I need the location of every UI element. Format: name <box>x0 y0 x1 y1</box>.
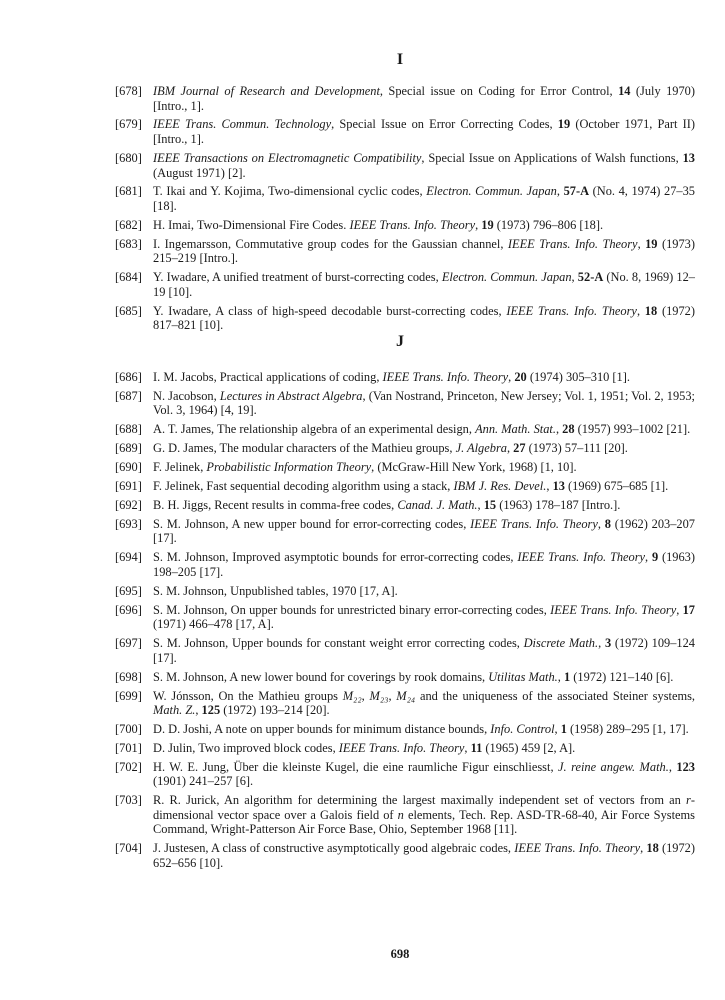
reference-text: N. Jacobson, <box>153 388 220 403</box>
page-number: 698 <box>390 947 410 961</box>
reference-text: 52-A <box>577 270 604 285</box>
reference-text: T. Ikai and Y. Kojima, Two-dimensional cyclic codes, <box>153 184 427 199</box>
reference-text: , <box>668 759 677 774</box>
reference-number: [686] <box>115 370 142 384</box>
reference-entry <box>115 117 695 146</box>
reference-text: J. reine angew. Math. <box>558 759 669 774</box>
reference-text: (1963) 178–187 [Intro.]. <box>496 497 621 512</box>
reference-entry <box>115 584 695 599</box>
reference-text: , <box>598 636 605 651</box>
reference-text: , <box>676 602 683 617</box>
reference-text: H. W. E. Jung, Über die kleinste Kugel, die eine raumliche Figur einschliesst, <box>153 759 559 774</box>
reference-entry <box>115 689 695 718</box>
reference-text: , <box>506 441 514 456</box>
reference-number: [700] <box>115 722 142 737</box>
reference-entry <box>115 550 695 579</box>
reference-text: G. D. James, The modular characters of the Mathieu groups, <box>153 441 456 456</box>
reference-number: [702] <box>115 759 142 774</box>
reference-text: , <box>636 303 645 318</box>
reference-text: IEEE Trans. Info. Theory <box>517 550 646 565</box>
reference-text: (1963) 198–205 [17]. <box>153 550 695 579</box>
reference-text: W. Jónsson, On the Mathieu groups <box>153 688 343 703</box>
reference-number: [687] <box>115 388 142 403</box>
section-heading-i: I <box>396 51 404 68</box>
reference-text: (1971) 466–478 [17, A]. <box>153 617 274 632</box>
reference-text: Probabilistic Information Theory <box>206 460 372 475</box>
reference-text: IEEE Trans. Info. Theory <box>507 236 638 251</box>
reference-entry <box>115 422 695 437</box>
reference-text: 8 <box>604 516 611 531</box>
reference-text: Ann. Math. Stat. <box>475 422 556 437</box>
reference-text: 19 <box>557 117 571 132</box>
reference-text: 14 <box>618 84 631 98</box>
reference-number: [678] <box>115 84 142 98</box>
reference-entry <box>115 389 695 418</box>
reference-number: [703] <box>115 793 142 808</box>
reference-text: Utilitas Math. <box>488 669 558 684</box>
reference-text: r <box>686 793 691 808</box>
reference-number: [698] <box>115 669 142 684</box>
reference-entry <box>115 370 695 385</box>
reference-text: 17 <box>682 602 695 617</box>
reference-text: I. Ingemarsson, Commutative group codes for the Gaussian channel, <box>153 236 508 251</box>
reference-entry <box>115 760 695 789</box>
reference-text: 15 <box>483 497 497 512</box>
reference-text: (1962) 203–207 [17]. <box>153 516 695 546</box>
reference-entry <box>115 84 695 113</box>
reference-text: J. Algebra <box>455 441 507 456</box>
reference-text: S. M. Johnson, On upper bounds for unrestricted binary error-correcting codes, <box>153 602 551 617</box>
reference-number: [683] <box>115 236 142 251</box>
reference-text: (1972) 193–214 [20]. <box>220 703 330 718</box>
reference-text: A. T. James, The relationship algebra of an experimental design, <box>153 422 476 437</box>
reference-text: (1972) 652–656 [10]. <box>153 841 696 870</box>
reference-text: IEEE Trans. Info. Theory <box>470 516 598 531</box>
reference-text: IEEE Trans. Info. Theory <box>349 217 476 232</box>
reference-number: [692] <box>115 497 142 512</box>
reference-text: F. Jelinek, <box>153 460 207 475</box>
reference-text: -dimensional vector space over a Galois field of <box>153 793 695 822</box>
reference-text: , <box>637 236 646 251</box>
reference-text: 13 <box>682 150 695 165</box>
reference-text: S. M. Johnson, A new lower bound for coverings by rook domains, <box>153 669 489 684</box>
reference-entry <box>115 603 695 632</box>
reference-text: (1969) 675–685 [1]. <box>564 479 669 494</box>
reference-number: [685] <box>115 303 142 318</box>
reference-text: (1972) 109–124 [17]. <box>153 636 695 665</box>
reference-text: M₂₂, M₂₃, M₂₄ <box>342 688 416 703</box>
reference-number: [682] <box>115 217 142 232</box>
reference-text: 125 <box>201 703 221 718</box>
reference-text: elements, Tech. Rep. ASD-TR-68-40, Air Force Systems Command, Wright-Patterson Air Force Base, Ohio, September 1968 [11]. <box>153 807 695 837</box>
reference-text: (October 1971, Part II) [Intro., 1]. <box>153 117 696 147</box>
reference-text: IEEE Trans. Info. Theory <box>382 370 509 384</box>
reference-text: (1965) 459 [2, A]. <box>482 740 576 755</box>
reference-text: (1901) 241–257 [6]. <box>153 774 254 789</box>
section-heading-j: J <box>396 333 404 350</box>
reference-entry <box>115 460 695 475</box>
reference-text: 20 <box>514 370 527 384</box>
reference-number: [691] <box>115 479 142 494</box>
reference-text: 123 <box>676 759 695 774</box>
reference-number: [696] <box>115 602 142 617</box>
reference-number: [699] <box>115 688 142 703</box>
reference-text: Electron. Commun. Japan <box>441 270 572 285</box>
reference-entry <box>115 841 695 870</box>
reference-text: 11 <box>470 740 483 755</box>
reference-text: (1974) 305–310 [1]. <box>526 370 630 384</box>
reference-text: Info. Control <box>490 722 555 737</box>
reference-text: I. M. Jacobs, Practical applications of coding, <box>153 370 383 384</box>
reference-text: IBM J. Res. Devel. <box>453 479 547 494</box>
reference-text: 1 <box>560 722 567 737</box>
reference-text: 28 <box>562 422 575 437</box>
reference-text: , (McGraw-Hill New York, 1968) [1, 10]. <box>371 460 577 475</box>
reference-number: [688] <box>115 422 142 437</box>
reference-text: 3 <box>604 636 612 651</box>
reference-text: IBM Journal of Research and Development <box>153 84 380 98</box>
reference-text: F. Jelinek, Fast sequential decoding algorithm using a stack, <box>153 479 454 494</box>
reference-text: , <box>195 703 202 718</box>
reference-text: (1972) 817–821 [10]. <box>153 303 695 333</box>
reference-text: (August 1971) [2]. <box>153 165 246 180</box>
reference-entry <box>115 793 695 837</box>
reference-number: [681] <box>115 184 142 199</box>
reference-text: , (Van Nostrand, Princeton, New Jersey; Vol. 1, 1951; Vol. 2, 1953; Vol. 3, 1964) [4, 19]. <box>153 388 696 418</box>
reference-text: , <box>571 270 578 285</box>
reference-text: Math. Z. <box>153 703 196 718</box>
reference-entry <box>115 479 695 494</box>
reference-text: (1957) 993–1002 [21]. <box>574 422 691 437</box>
reference-entry <box>115 722 695 737</box>
reference-text: 9 <box>651 550 659 565</box>
reference-text: , <box>597 516 605 531</box>
reference-entry <box>115 517 695 546</box>
reference-text: IEEE Trans. Info. Theory <box>338 740 465 755</box>
reference-text: , Special issue on Coding for Error Control, <box>379 84 619 98</box>
reference-text: 57-A <box>563 184 590 199</box>
reference-entry <box>115 304 695 333</box>
reference-text: 19 <box>645 236 658 251</box>
reference-entry <box>115 670 695 685</box>
reference-entry <box>115 184 695 213</box>
reference-number: [689] <box>115 441 142 456</box>
reference-text: (July 1970) [Intro., 1]. <box>153 84 696 113</box>
reference-text: D. Julin, Two improved block codes, <box>153 740 339 755</box>
reference-number: [694] <box>115 550 142 565</box>
reference-entry <box>115 270 695 299</box>
reference-text: , Special Issue on Applications of Walsh functions, <box>421 150 683 165</box>
reference-text: B. H. Jiggs, Recent results in comma-free codes, <box>153 497 398 512</box>
reference-text: , <box>645 550 652 565</box>
reference-number: [684] <box>115 270 142 285</box>
reference-text: 1 <box>563 669 571 684</box>
reference-text: , <box>508 370 515 384</box>
reference-number: [697] <box>115 636 142 651</box>
reference-text: Electron. Commun. Japan <box>426 184 557 199</box>
reference-text: IEEE Trans. Info. Theory <box>514 841 641 856</box>
reference-text: (1973) 215–219 [Intro.]. <box>153 236 695 266</box>
reference-text: IEEE Trans. Info. Theory <box>550 602 677 617</box>
reference-list-j <box>115 370 695 875</box>
reference-text: , <box>557 669 564 684</box>
reference-entry <box>115 151 695 180</box>
reference-text: n <box>397 807 404 822</box>
reference-entry <box>115 636 695 665</box>
reference-text: 27 <box>513 441 526 456</box>
reference-text: , <box>475 217 482 232</box>
reference-text: IEEE Transactions on Electromagnetic Compatibility <box>153 150 422 165</box>
reference-text: , <box>464 740 471 755</box>
reference-text: H. Imai, Two-Dimensional Fire Codes. <box>153 217 350 232</box>
reference-text: J. Justesen, A class of constructive asymptotically good algebraic codes, <box>153 841 515 856</box>
reference-number: [701] <box>115 740 142 755</box>
reference-text: D. D. Joshi, A note on upper bounds for minimum distance bounds, <box>153 722 491 737</box>
reference-text: (1972) 121–140 [6]. <box>570 669 674 684</box>
reference-text: Y. Iwadare, A unified treatment of burst-correcting codes, <box>153 270 442 285</box>
reference-text: , <box>640 841 647 856</box>
reference-text: R. R. Jurick, An algorithm for determining the largest maximally independent set of vectors from an <box>153 793 687 808</box>
reference-text: , <box>477 497 484 512</box>
reference-text: Discrete Math. <box>523 636 599 651</box>
reference-entry <box>115 218 695 233</box>
reference-entry <box>115 741 695 756</box>
reference-text: Lectures in Abstract Algebra <box>219 388 363 403</box>
reference-text: 19 <box>481 217 494 232</box>
reference-text: S. M. Johnson, Unpublished tables, 1970 [17, A]. <box>153 583 398 598</box>
reference-text: , <box>556 184 564 199</box>
reference-text: 13 <box>552 479 565 494</box>
reference-text: (1973) 57–111 [20]. <box>525 441 628 456</box>
reference-entry <box>115 441 695 456</box>
reference-text: IEEE Trans. Commun. Technology <box>153 117 332 132</box>
reference-entry <box>115 498 695 513</box>
reference-list-i <box>115 84 695 337</box>
reference-text: , Special Issue on Error Correcting Codes, <box>331 117 558 132</box>
reference-text: S. M. Johnson, Upper bounds for constant weight error correcting codes, <box>153 636 524 651</box>
reference-text: S. M. Johnson, Improved asymptotic bounds for error-correcting codes, <box>153 550 518 565</box>
reference-text: (1973) 796–806 [18]. <box>493 217 604 232</box>
reference-number: [679] <box>115 117 142 132</box>
reference-text: , <box>546 479 553 494</box>
reference-text: S. M. Johnson, A new upper bound for error-correcting codes, <box>153 516 471 531</box>
reference-text: Y. Iwadare, A class of high-speed decodable burst-correcting codes, <box>153 303 507 318</box>
reference-text: 18 <box>644 303 658 318</box>
reference-number: [704] <box>115 841 142 856</box>
reference-text: (No. 8, 1969) 12–19 [10]. <box>153 270 695 299</box>
reference-number: [695] <box>115 583 142 598</box>
reference-text: 18 <box>646 841 659 856</box>
reference-text: and the uniqueness of the associated Steiner systems, <box>415 688 696 703</box>
reference-number: [680] <box>115 150 142 165</box>
reference-text: (1958) 289–295 [1, 17]. <box>566 722 689 737</box>
reference-text: (No. 4, 1974) 27–35 [18]. <box>153 184 695 214</box>
reference-text: Canad. J. Math. <box>397 497 478 512</box>
reference-text: , <box>554 722 561 737</box>
reference-text: IEEE Trans. Info. Theory <box>506 303 637 318</box>
reference-entry <box>115 237 695 266</box>
reference-number: [690] <box>115 460 142 475</box>
reference-text: , <box>555 422 563 437</box>
reference-number: [693] <box>115 516 142 531</box>
